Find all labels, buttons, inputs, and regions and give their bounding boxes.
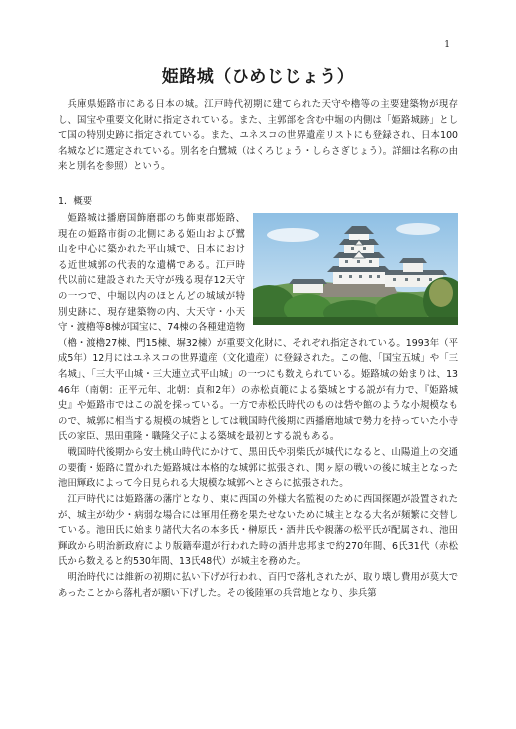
- overview-paragraph-4: 明治時代には維新の初期に払い下げが行われ、百円で落札されたが、取り壊し費用が莫大であったことから落札者が願い下げした。その後陸軍の兵営地となり、歩兵第: [58, 572, 458, 599]
- intro-paragraph: 兵庫県姫路市にある日本の城。江戸時代初期に建てられた天守や櫓等の主要建築物が現存し、国宝や重要文化財に指定されている。また、主郭部を含む中堀の内側は「姫路城跡」として国の特別史跡に指定されている。また、ユネスコの世界遺産リストにも登録され、日本100名城などに選定されている。別名を白鷺城（はくろじょう・しらさぎじょう）。詳細は名称の由来と別名を参照）という。: [58, 99, 458, 173]
- overview-paragraph-1: 姫路城は播磨国飾磨郡のち飾東郡姫路、現在の姫路市街の北側にある姫山および鷺山を中心に築かれた平山城で、日本における近世城郭の代表的な遺構である。江戸時代以前に建設された天守が残る現存12天守の一つで、中堀以内のほとんどの城域が特別史跡に、現存建築物の内、大天守・小天守・渡櫓等8棟が国宝に、74棟の各種建造物（櫓・渡櫓27棟、門15棟、塀32棟）が重要文化財に、それぞれ指定されている。1993年（平成5年）12月にはユネスコの世界遺産（文化遺産）に登録された。この他、「国宝五城」や「三名城」、「三大平山城・三大連立式平山城」の一つにも数えられている。姫路城の始まりは、1346年（南朝：正平元年、北朝：貞和2年）の赤松貞範による築城とする説が有力で、『姫路城史』や姫路市ではこの説を採っている。一方で赤松氏時代のものは砦や館のような小規模なもので、城郭に相当する規模の城砦としては戦国時代後期に西播磨地域で勢力を持っていた小寺氏の家臣、黒田重隆・職隆父子による築城を最初とする説もある。: [58, 213, 458, 443]
- page-number: 1: [444, 40, 450, 50]
- overview-paragraph-3: 江戸時代には姫路藩の藩庁となり、東に西国の外様大名監視のために西国探題が設置されたが、城主が幼少・病弱な場合には軍用任務を果たせないために城主となる大名が頻繁に交替している。池田氏に始まり諸代大名の本多氏・榊原氏・酒井氏や親藩の松平氏が配属され、池田輝政から明治新政府により版籍奉還が行われた時の酒井忠邦まで約270年間、6氏31代（赤松氏から数えると約530年間、13氏48代）が城主を務めた。: [58, 494, 458, 568]
- overview-paragraph-2: 戦国時代後期から安土桃山時代にかけて、黒田氏や羽柴氏が城代になると、山陽道上の交通の要衝・姫路に置かれた姫路城は本格的な城郭に拡張され、関ヶ原の戦いの後に城主となった池田輝政によって今日見られる大規模な城郭へとさらに拡張された。: [58, 447, 458, 490]
- document-title: 姫路城（ひめじじょう）: [161, 67, 355, 87]
- castle-photo: [253, 213, 458, 325]
- castle-illustration: [253, 213, 458, 325]
- section-heading: 1．概要: [58, 196, 93, 207]
- overview-block: [58, 211, 458, 445]
